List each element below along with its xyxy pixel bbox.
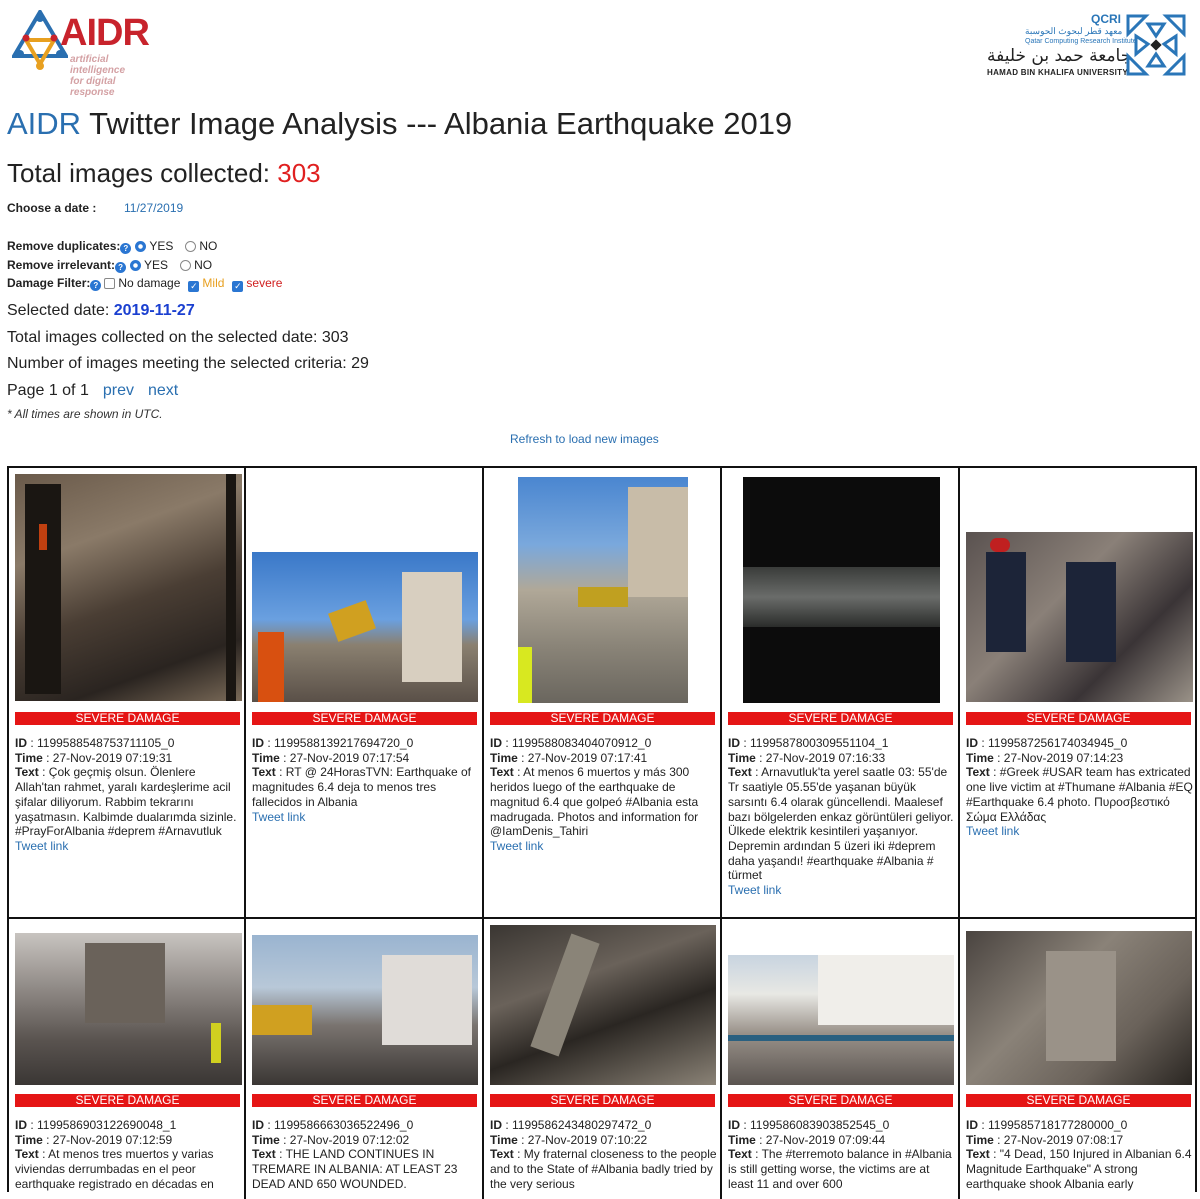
card-id (966, 1118, 1194, 1133)
card-time (490, 1133, 718, 1148)
card-image-area (960, 468, 1197, 706)
card-meta (728, 1118, 956, 1192)
card-meta (966, 736, 1194, 839)
text-label: Text (15, 1147, 39, 1162)
utc-note: * All times are shown in UTC. (7, 407, 163, 421)
time-value: : 27-Nov-2019 07:17:41 (517, 750, 648, 765)
card-text (728, 1147, 956, 1191)
date-input[interactable]: 11/27/2019 (124, 201, 184, 215)
summary (7, 298, 369, 404)
severe-damage-badge: SEVERE DAMAGE (490, 1094, 715, 1107)
text-label: Text (490, 1147, 514, 1162)
severe-damage-badge: SEVERE DAMAGE (252, 1094, 477, 1107)
id-label: ID (728, 1118, 740, 1132)
id-label: ID (252, 736, 264, 750)
irrelevant-no-label: NO (194, 257, 213, 272)
card-time (728, 751, 956, 766)
card-meta (490, 736, 718, 854)
card-time (15, 1133, 243, 1148)
filter-irrelevant (7, 256, 282, 275)
id-label: ID (15, 1118, 27, 1132)
time-value: : 27-Nov-2019 07:14:23 (993, 750, 1124, 765)
image-card (9, 919, 246, 1199)
card-text (966, 1147, 1194, 1191)
text-label: Text (728, 1147, 752, 1162)
id-label: ID (252, 1118, 264, 1132)
filter-damage (7, 274, 282, 293)
card-time (490, 751, 718, 766)
text-value: : At menos 6 muertos y más 300 heridos luego of the earthquake de magnitud 6.4 que golpeó #Albania esta madrugada. Photos and information for @IamDenis_Tahiri (490, 765, 699, 839)
help-icon[interactable]: ? (120, 243, 131, 254)
time-label: Time (490, 1132, 518, 1147)
aidr-tagline-line-2: for digital response (70, 76, 116, 98)
irrelevant-yes-radio[interactable] (130, 260, 141, 271)
text-label: Text (15, 765, 39, 780)
text-label: Text (252, 1147, 276, 1162)
card-meta (490, 1118, 718, 1192)
time-value: : 27-Nov-2019 07:17:54 (279, 750, 410, 765)
severe-damage-badge: SEVERE DAMAGE (966, 1094, 1191, 1107)
text-value: : At menos tres muertos y varias viviendas derrumbadas en el peor earthquake registrado en décadas en (15, 1147, 214, 1191)
id-value: : 1199586243480297472_0 (502, 1118, 652, 1132)
tweet-link[interactable]: Tweet link (490, 838, 544, 853)
duplicates-no-radio[interactable] (185, 241, 196, 252)
title-text: Twitter Image Analysis --- Albania Earthquake 2019 (81, 106, 793, 141)
card-id (966, 736, 1194, 751)
card-image-area (484, 468, 720, 706)
duplicates-yes-label: YES (149, 239, 174, 253)
image-card (9, 468, 246, 919)
tweet-link[interactable]: Tweet link (15, 838, 69, 853)
card-meta (252, 736, 480, 824)
severe-damage-badge: SEVERE DAMAGE (15, 712, 240, 725)
total-images (7, 158, 321, 189)
tweet-image[interactable] (15, 933, 242, 1085)
time-label: Time (728, 1132, 756, 1147)
text-label: Text (966, 765, 990, 780)
id-value: : 1199587800309551104_1 (740, 736, 889, 750)
aidr-logo-word: AIDR (60, 12, 149, 54)
qcri-label: QCRI (1091, 12, 1121, 26)
id-value: : 1199585718177280000_0 (978, 1118, 1128, 1132)
card-id (252, 1118, 480, 1133)
meeting-criteria: Number of images meeting the selected criteria: 29 (7, 355, 369, 372)
selected-date-label: Selected date: (7, 302, 114, 319)
time-value: : 27-Nov-2019 07:19:31 (42, 750, 173, 765)
filters (7, 237, 282, 293)
text-value: : Çok geçmiş olsun. Ölenlere Allah'tan rahmet, yaralı kardeşlerime acil şifalar diliyorum. Rabbim tekrarını yaşatmasın. Kalbimde dualarımda sizinle. #PrayForAlbania #deprem #Arnavutluk (15, 765, 237, 839)
image-card (722, 919, 960, 1199)
tweet-image[interactable] (966, 931, 1192, 1085)
card-id (728, 1118, 956, 1133)
card-meta (252, 1118, 480, 1192)
card-time (966, 751, 1194, 766)
tweet-link[interactable]: Tweet link (966, 824, 1020, 839)
image-card (960, 919, 1197, 1199)
time-value: : 27-Nov-2019 07:12:02 (279, 1132, 410, 1147)
text-value: : My fraternal closeness to the people and to the State of #Albania badly tried by the very serious (490, 1147, 717, 1191)
selected-date-value: 2019-11-27 (113, 302, 195, 319)
severe-damage-badge: SEVERE DAMAGE (15, 1094, 240, 1107)
time-label: Time (490, 750, 518, 765)
duplicates-label: Remove duplicates: (7, 239, 121, 253)
tweet-image[interactable] (743, 477, 940, 703)
no-damage-label: No damage (118, 276, 181, 290)
image-card (246, 919, 484, 1199)
damage-label: Damage Filter: (7, 276, 91, 290)
duplicates-yes-radio[interactable] (135, 241, 146, 252)
time-label: Time (728, 750, 756, 765)
text-value: : Arnavutluk'ta yerel saatle 03: 55'de Tr saatiyle 05.55'de yaşanan büyük sarsıntı 6.4 olarak güncellendi. Maalesef bazı bölgelerden enkaz görüntüleri geliyor. Ülkede elektrik kesintileri yaşanıyor. Depremin ardından 5 üzeri iki #deprem daha yaşandı! #earthquake #Albania # türmet (728, 765, 954, 883)
image-card (484, 919, 722, 1199)
id-label: ID (490, 1118, 502, 1132)
card-time (15, 751, 243, 766)
time-label: Time (966, 1132, 994, 1147)
card-id (252, 736, 480, 751)
irrelevant-yes-label: YES (144, 257, 169, 272)
card-text (490, 1147, 718, 1191)
id-value: : 1199588083404070912_0 (502, 736, 652, 750)
page-title (7, 106, 792, 142)
card-id (490, 736, 718, 751)
tweet-image[interactable] (966, 532, 1193, 702)
irrelevant-label: Remove irrelevant: (7, 257, 116, 272)
tweet-image[interactable] (252, 935, 478, 1085)
total-label: Total images collected: (7, 158, 278, 188)
card-image-area (722, 468, 958, 706)
card-text (252, 765, 480, 809)
id-label: ID (966, 1118, 978, 1132)
prev-link[interactable]: prev (102, 381, 134, 399)
next-link[interactable]: next (147, 381, 179, 399)
qcri-hbku-logo[interactable] (985, 10, 1190, 76)
image-card (484, 468, 722, 919)
card-image-area (246, 468, 482, 706)
tweet-link[interactable]: Tweet link (252, 809, 306, 824)
time-label: Time (252, 750, 280, 765)
total-on-date: Total images collected on the selected date: 303 (7, 328, 349, 346)
tweet-image[interactable] (728, 955, 954, 1085)
tweet-image[interactable] (15, 474, 242, 701)
help-icon[interactable]: ? (115, 262, 126, 273)
card-time (252, 1133, 480, 1148)
severe-checkbox[interactable]: ✓ (234, 281, 242, 291)
severe-damage-badge: SEVERE DAMAGE (490, 712, 715, 725)
filter-duplicates (7, 237, 282, 256)
image-card (722, 468, 960, 919)
card-text (966, 765, 1194, 824)
tweet-image[interactable] (490, 925, 716, 1085)
card-meta (15, 736, 243, 854)
selected-date-row (7, 298, 369, 325)
time-value: : 27-Nov-2019 07:08:17 (993, 1132, 1124, 1147)
card-text (15, 1147, 243, 1191)
no-damage-checkbox[interactable] (104, 278, 115, 289)
page-indicator: Page 1 of 1 (7, 381, 89, 399)
aidr-logo[interactable] (12, 10, 152, 98)
tweet-image[interactable] (518, 477, 688, 703)
severe-damage-badge: SEVERE DAMAGE (728, 712, 953, 725)
card-meta (966, 1118, 1194, 1192)
image-card (960, 468, 1197, 919)
card-time (252, 751, 480, 766)
tweet-link[interactable]: Tweet link (728, 883, 782, 898)
time-value: : 27-Nov-2019 07:09:44 (755, 1132, 886, 1147)
duplicates-no-label: NO (199, 239, 218, 253)
card-id (15, 1118, 243, 1133)
pagination (7, 378, 369, 405)
irrelevant-no-radio[interactable] (180, 260, 191, 271)
refresh-link[interactable]: Refresh to load new images (510, 432, 659, 446)
hbku-arabic: جامعة حمد بن خليفة (987, 46, 1132, 66)
tweet-image[interactable] (252, 552, 478, 702)
date-chooser (7, 201, 184, 215)
card-image-area (9, 468, 244, 706)
time-label: Time (15, 750, 43, 765)
card-id (728, 736, 956, 751)
card-meta (728, 736, 956, 898)
card-time (966, 1133, 1194, 1148)
hbku-label: HAMAD BIN KHALIFA UNIVERSITY (987, 68, 1128, 77)
time-label: Time (966, 750, 994, 765)
text-value: : #Greek #USAR team has extricated one live victim at #Thumane #Albania #EQ #Earthquake 6.4 photo. Πυροσβεστικό Σώμα Ελλάδας (966, 765, 1193, 824)
card-text (728, 765, 956, 883)
total-count: 303 (277, 158, 321, 188)
text-label: Text (252, 765, 276, 780)
card-meta (15, 1118, 243, 1192)
id-value: : 1199588548753711105_0 (27, 736, 175, 750)
text-label: Text (490, 765, 514, 780)
text-value: : THE LAND CONTINUES IN TREMARE IN ALBANIA: AT LEAST 23 DEAD AND 650 WOUNDED. (252, 1147, 458, 1191)
mild-checkbox[interactable]: ✓ (190, 281, 198, 291)
text-value: : The #terremoto balance in #Albania is still getting worse, the victims are at least 11 and over 600 (728, 1147, 952, 1191)
text-value: : "4 Dead, 150 Injured in Albanian 6.4 Magnitude Earthquake" A strong earthquake shook Albania early (966, 1147, 1192, 1191)
id-label: ID (490, 736, 502, 750)
qcri-full-name: Qatar Computing Research Institute (1025, 38, 1137, 45)
card-text (490, 765, 718, 839)
image-card (246, 468, 484, 919)
card-time (728, 1133, 956, 1148)
help-icon[interactable]: ? (90, 280, 101, 291)
aidr-tagline-line-1: artificial intelligence (70, 54, 126, 76)
id-value: : 1199586903122690048_1 (27, 1118, 177, 1132)
severe-damage-badge: SEVERE DAMAGE (728, 1094, 953, 1107)
id-label: ID (966, 736, 978, 750)
card-text (15, 765, 243, 839)
time-label: Time (15, 1132, 43, 1147)
id-value: : 1199587256174034945_0 (978, 736, 1128, 750)
id-value: : 1199586083903852545_0 (740, 1118, 890, 1132)
severe-damage-badge: SEVERE DAMAGE (252, 712, 477, 725)
qcri-arabic: معهد قطر لبحوث الحوسبة (1025, 26, 1123, 36)
text-label: Text (966, 1147, 990, 1162)
hbku-emblem-icon (1126, 14, 1186, 76)
id-label: ID (15, 736, 27, 750)
mild-label: Mild (202, 276, 225, 290)
image-grid (7, 466, 1197, 1192)
card-id (490, 1118, 718, 1133)
header (0, 0, 1200, 100)
id-value: : 1199586663036522496_0 (264, 1118, 414, 1132)
time-value: : 27-Nov-2019 07:16:33 (755, 750, 886, 765)
time-value: : 27-Nov-2019 07:12:59 (42, 1132, 173, 1147)
card-text (252, 1147, 480, 1191)
id-label: ID (728, 736, 740, 750)
date-label: Choose a date : (7, 201, 97, 215)
text-value: : RT @ 24HorasTVN: Earthquake of magnitudes 6.4 deja to menos tres fallecidos in Albania (252, 765, 471, 809)
card-id (15, 736, 243, 751)
severe-label: severe (246, 276, 283, 290)
time-value: : 27-Nov-2019 07:10:22 (517, 1132, 648, 1147)
time-label: Time (252, 1132, 280, 1147)
title-brand: AIDR (7, 106, 82, 141)
severe-damage-badge: SEVERE DAMAGE (966, 712, 1191, 725)
aidr-tagline (70, 54, 152, 98)
text-label: Text (728, 765, 752, 780)
id-value: : 1199588139217694720_0 (264, 736, 414, 750)
